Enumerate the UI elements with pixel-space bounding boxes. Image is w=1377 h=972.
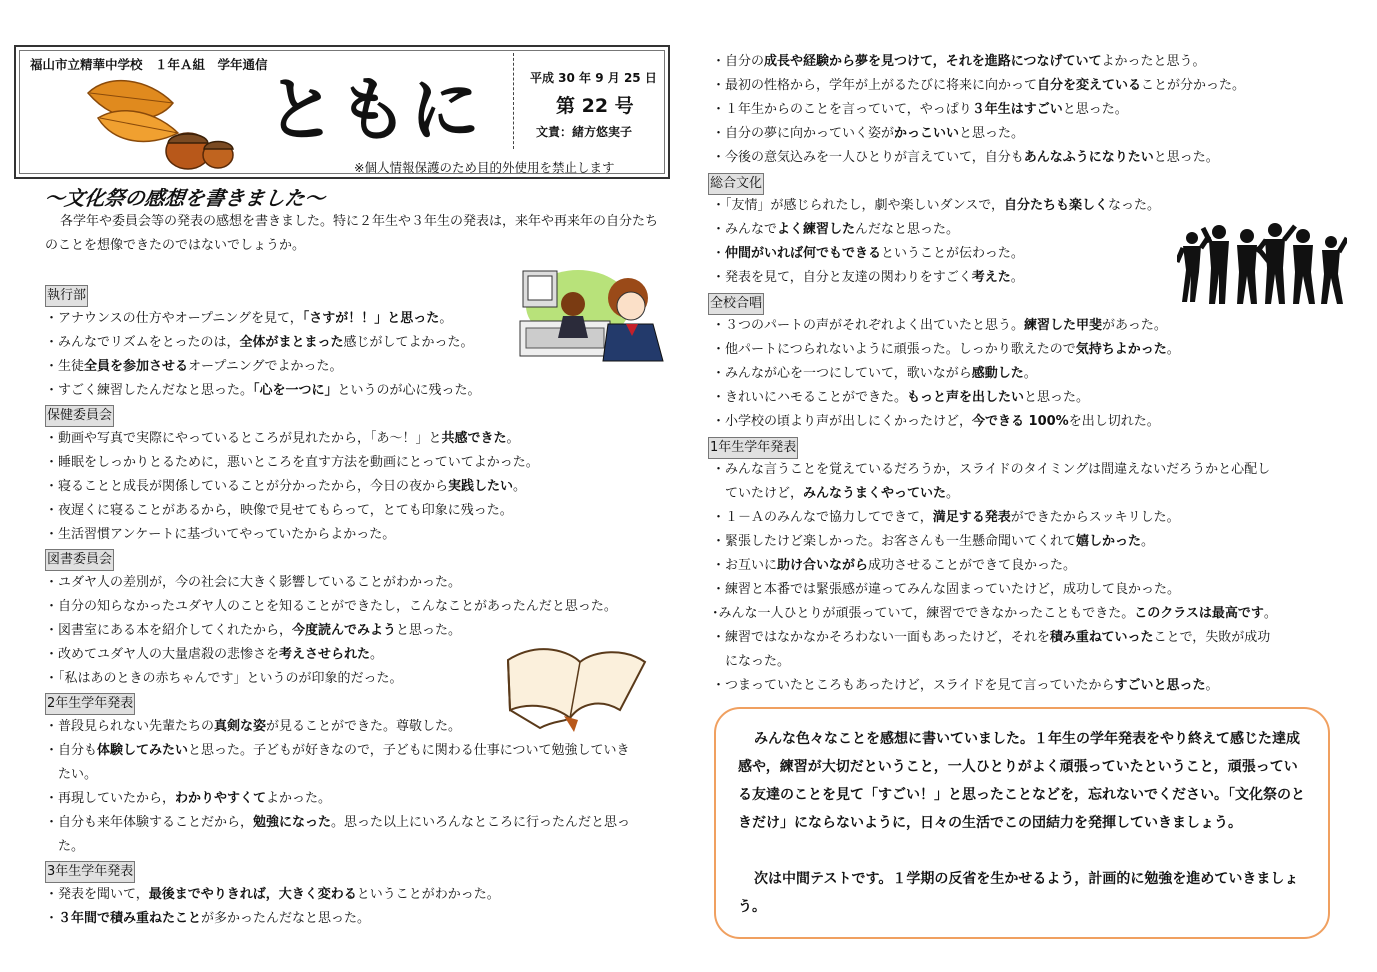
comment-line: ・練習ではなかなかそろわない一面もあったけど，それを積み重ねていったことで，失敗が成功 <box>712 630 1271 645</box>
comment-line: ・みんなでよく練習したんだなと思った。 <box>712 222 960 237</box>
comment-line: になった。 <box>725 654 791 669</box>
comment-line: ・睡眠をしっかりとるために，悪いところを直す方法を動画にとっていてよかった。 <box>45 455 539 470</box>
comment-line: ・１年生からのことを言っていて，やっぱり３年生はすごいと思った。 <box>712 102 1128 117</box>
comment-line: ・自分の夢に向かっていく姿がかっこいいと思った。 <box>712 126 1025 141</box>
comment-line: ・ユダヤ人の差別が，今の社会に大きく影響していることがわかった。 <box>45 575 462 590</box>
comment-line: ・自分の成長や経験から夢を見つけて，それを進路につなげていてよかったと思う。 <box>712 54 1206 69</box>
comment-line: ・「私はあのときの赤ちゃんです」というのが印象的だった。 <box>45 671 403 686</box>
author: 文責：緒方悠実子 <box>536 125 633 139</box>
comment-line: ・寝ることと成長が関係していることが分かったから，今日の夜から実践したい。 <box>45 479 527 494</box>
section-school-chorus: 全校合唱 <box>708 293 764 315</box>
privacy-notice: ※個人情報保護のため目的外使用を禁止します <box>354 160 615 175</box>
masthead-divider <box>513 53 514 149</box>
comment-line: ・「友情」が感じられたし，劇や楽しいダンスで，自分たちも楽しくなった。 <box>712 198 1161 213</box>
comment-line: ・動画や写真で実際にやっているところが見れたから，「あ～！」と共感できた。 <box>45 431 520 446</box>
comment-line: ・１－Ａのみんなで協力してできて，満足する発表ができたからスッキリした。 <box>712 510 1180 525</box>
comment-line: ・自分も来年体験することだから，勉強になった。思った以上にいろんなところに行ったんだと思っ <box>45 815 631 830</box>
comment-line: ていたけど，みんなうまくやっていた。 <box>725 486 960 501</box>
school-name: 福山市立精華中学校 １年Ａ組 学年通信 <box>30 57 268 72</box>
intro-paragraph: 各学年や委員会等の発表の感想を書きました。特に２年生や３年生の発表は，来年や再来年の自分たちのことを想像できたのではないでしょうか。 <box>45 214 659 253</box>
newsletter-title: ともに <box>266 69 482 151</box>
comment-line: ・お互いに助け合いながら成功させることができて良かった。 <box>712 558 1077 573</box>
comment-line: ・改めてユダヤ人の大量虐殺の悲惨さを考えさせられた。 <box>45 647 384 662</box>
section-general-culture: 総合文化 <box>708 173 764 195</box>
comment-line: ・普段見られない先輩たちの真剣な姿が見ることができた。尊敬した。 <box>45 719 462 734</box>
comment-line: ・再現していたから，わかりやすくてよかった。 <box>45 791 332 806</box>
comment-line: ・自分も体験してみたいと思った。子どもが好きなので，子どもに関わる仕事について勉強していき <box>45 743 630 758</box>
comment-line: ・３年間で積み重ねたことが多かったんだなと思った。 <box>45 911 371 926</box>
comment-line: ・すごく練習したんだなと思った。「心を一つに」というのが心に残った。 <box>45 383 481 398</box>
issue-number: 第 22 号 <box>556 95 634 117</box>
dancers-silhouette-illustration <box>1177 222 1347 306</box>
comment-line: ・小学校の頃より声が出しにくかったけど，今できる 100%を出し切れた。 <box>712 414 1160 429</box>
comment-line: ・みんなでリズムをとったのは，全体がまとまった感じがしてよかった。 <box>45 335 474 350</box>
autumn-leaf-acorn-icon <box>78 73 238 173</box>
comment-line: ・緊張したけど楽しかった。お客さんも一生懸命聞いてくれて嬉しかった。 <box>712 534 1155 549</box>
summary-box <box>714 707 1330 939</box>
comment-line: ・きれいにハモることができた。もっと声を出したいと思った。 <box>712 390 1090 405</box>
summary-paragraph-2: 次は中間テストです。１学期の反省を生かせるよう，計画的に勉強を進めていきましょう。 <box>738 871 1299 915</box>
comment-line: た。 <box>58 839 85 854</box>
comment-line: ・みんな言うことを覚えているだろうか，スライドのタイミングは間違えないだろうかと心配し <box>712 462 1271 477</box>
comment-line: ・自分の知らなかったユダヤ人のことを知ることができたし，こんなことがあったんだと思った。 <box>45 599 617 614</box>
comment-line: ・仲間がいれば何でもできるということが伝わった。 <box>712 246 1024 261</box>
comment-line: ･みんな一人ひとりが頑張っていて，練習でできなかったこともできた。このクラスは最高です。 <box>712 606 1277 621</box>
comment-line: ・発表を聞いて，最後までやりきれば，大きく変わるということがわかった。 <box>45 887 500 902</box>
issue-date: 平成 30 年 9 月 25 日 <box>530 71 657 85</box>
comment-line: ・つまっていたところもあったけど，スライドを見て言っていたからすごいと思った。 <box>712 678 1219 693</box>
masthead <box>14 45 670 179</box>
section-grade2: 2年生学年発表 <box>45 693 135 715</box>
comment-line: ・練習と本番では緊張感が違ってみんな固まっていたけど，成功して良かった。 <box>712 582 1181 597</box>
comment-line: ・夜遅くに寝ることがあるから，映像で見せてもらって，とても印象に残った。 <box>45 503 513 518</box>
headline: ～文化祭の感想を書きました～ <box>43 186 327 210</box>
comment-line: ・生徒全員を参加させるオープニングでよかった。 <box>45 359 343 374</box>
section-health-committee: 保健委員会 <box>45 405 114 427</box>
section-executive: 執行部 <box>45 285 88 307</box>
comment-line: ・図書室にある本を紹介してくれたから，今度読んでみようと思った。 <box>45 623 462 638</box>
section-grade1: 1年生学年発表 <box>708 437 798 459</box>
comment-line: ・今後の意気込みを一人ひとりが言えていて，自分もあんなふうになりたいと思った。 <box>712 150 1219 165</box>
section-library-committee: 図書委員会 <box>45 549 114 571</box>
comment-line: ・発表を見て，自分と友達の関わりをすごく考えた。 <box>712 270 1024 285</box>
students-computer-illustration <box>518 266 668 368</box>
comment-line: たい。 <box>58 767 98 782</box>
summary-paragraph-1: みんな色々なことを感想に書いていました。１年生の学年発表をやり終えて感じた達成感や，練習が大切だということ，一人ひとりがよく頑張っていたということ，頑張っている友達のことを見て「すごい！」と思ったことなどを，忘れないでください。「文化祭のときだけ」にならないように，日々の生活でこの団結力を発揮していきましょう。 <box>738 731 1305 831</box>
comment-line: ・他パートにつられないように頑張った。しっかり歌えたので気持ちよかった。 <box>712 342 1180 357</box>
comment-line: ・生活習慣アンケートに基づいてやっていたからよかった。 <box>45 527 396 542</box>
comment-line: ・最初の性格から，学年が上がるたびに将来に向かって自分を変えていることが分かった。 <box>712 78 1246 93</box>
comment-line: ・みんなが心を一つにしていて，歌いながら感動した。 <box>712 366 1037 381</box>
open-book-illustration <box>500 640 650 732</box>
section-grade3: 3年生学年発表 <box>45 861 135 883</box>
comment-line: ・３つのパートの声がそれぞれよく出ていたと思う。練習した甲斐があった。 <box>712 318 1167 333</box>
comment-line: ・アナウンスの仕方やオープニングを見て，「さすが！！」と思った。 <box>45 311 453 326</box>
